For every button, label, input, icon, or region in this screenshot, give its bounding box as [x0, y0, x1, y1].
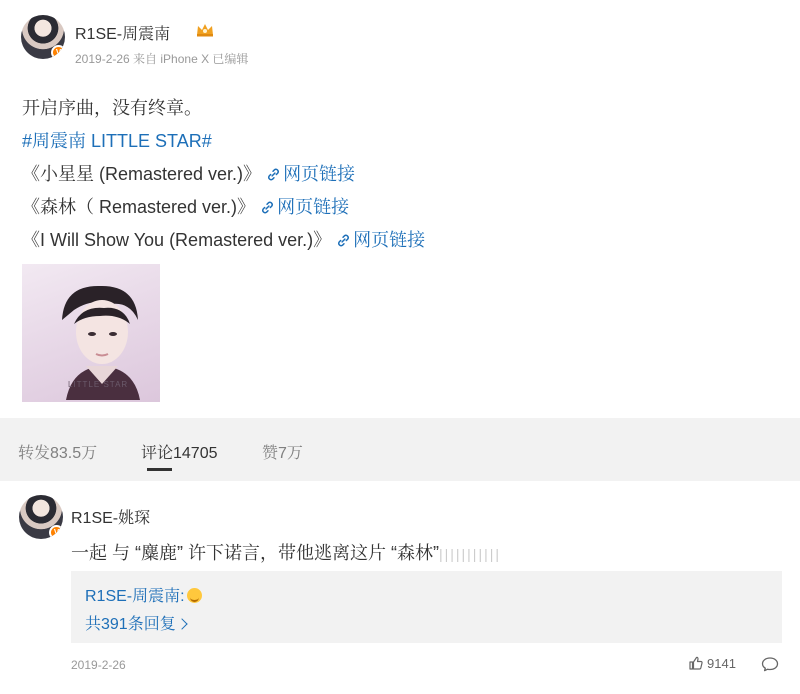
song-title-1: 《小星星 (Remastered ver.)》 [22, 164, 262, 184]
thumbnail-caption: LITTLE STAR [68, 380, 129, 389]
comment-trailing-marks: ||||||||||| [438, 546, 501, 562]
song-line-1 [22, 158, 425, 191]
tab-repost[interactable]: 转发83.5万 [18, 445, 98, 462]
like-button[interactable] [688, 655, 736, 671]
verified-badge-icon: V [49, 525, 63, 539]
post-line-1: 开启序曲，没有终章。 [22, 98, 202, 118]
web-link-3[interactable] [336, 230, 425, 250]
verified-badge-icon: V [51, 45, 65, 59]
web-link-label-3: 网页链接 [353, 230, 426, 250]
comment-body: 一起 与 “麋鹿” 许下诺言，带他逃离这片 “森林” [71, 543, 439, 563]
comment-author-avatar[interactable] [19, 495, 63, 539]
link-icon [336, 233, 351, 248]
reply-preview[interactable] [71, 571, 782, 643]
post-author-avatar[interactable] [21, 15, 65, 59]
post-meta: 2019-2-26 来自 iPhone X 已编辑 [75, 52, 249, 66]
comment-text [71, 539, 501, 565]
action-tabs [0, 418, 800, 475]
tab-likes[interactable]: 赞7万 [262, 445, 303, 462]
link-icon [266, 167, 281, 182]
comment-icon[interactable] [761, 656, 779, 672]
like-count: 9141 [707, 656, 736, 671]
comment-item [0, 481, 800, 694]
post-body [22, 92, 425, 257]
web-link-label-2: 网页链接 [277, 197, 350, 217]
chevron-right-icon [176, 618, 187, 629]
crown-icon [196, 22, 214, 37]
comment-author-name[interactable]: R1SE-姚琛 [71, 510, 151, 527]
reply-count-label: 共391条回复 [85, 616, 176, 633]
active-tab-indicator [147, 468, 172, 471]
thumb-up-icon [688, 655, 704, 671]
smiley-icon [187, 588, 202, 603]
song-line-2 [22, 191, 425, 224]
song-title-2: 《森林（ Remastered ver.)》 [22, 197, 256, 217]
song-line-3 [22, 224, 425, 257]
comment-date: 2019-2-26 [71, 658, 126, 672]
web-link-2[interactable] [260, 197, 349, 217]
view-replies-link[interactable] [85, 611, 186, 634]
reply-author-line [85, 583, 202, 606]
post-author-name[interactable]: R1SE-周震南 [75, 26, 171, 43]
web-link-label-1: 网页链接 [283, 164, 356, 184]
reply-author-name[interactable]: R1SE-周震南: [85, 588, 185, 605]
song-title-3: 《I Will Show You (Remastered ver.)》 [22, 230, 332, 250]
tab-comments[interactable]: 评论14705 [141, 445, 218, 462]
web-link-1[interactable] [266, 164, 355, 184]
link-icon [260, 200, 275, 215]
hashtag-link[interactable]: #周震南 LITTLE STAR# [22, 131, 212, 151]
post-image-thumbnail[interactable] [22, 264, 160, 402]
